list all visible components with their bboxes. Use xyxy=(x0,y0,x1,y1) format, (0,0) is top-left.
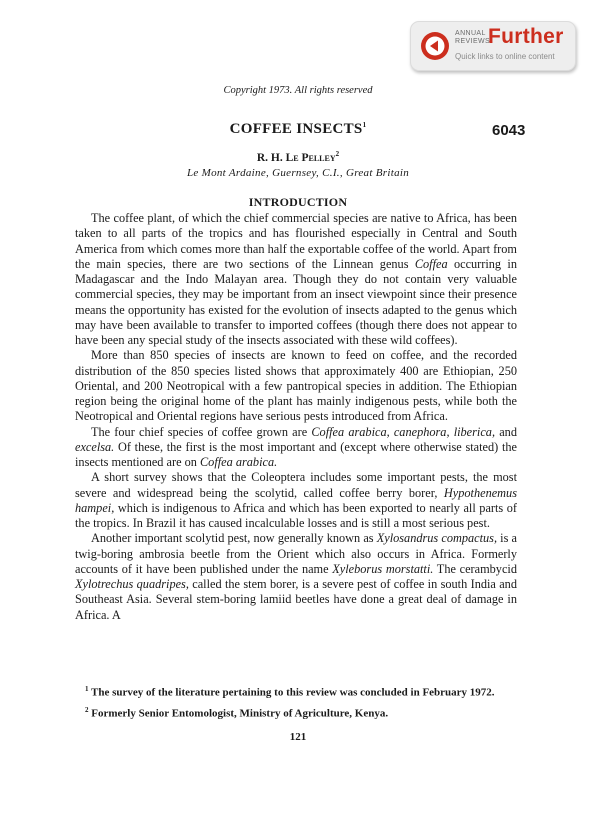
body-paragraph xyxy=(75,470,517,531)
body-paragraph xyxy=(75,531,517,623)
author-footnote-mark: 2 xyxy=(335,150,340,158)
text-run: Of these, the first is the most important and (except where otherwise stated) the insects mentioned are on xyxy=(75,439,517,469)
footnote xyxy=(75,703,517,722)
author-affiliation: Le Mont Ardaine, Guernsey, C.I., Great Britain xyxy=(186,167,410,179)
footnotes xyxy=(75,682,517,723)
text-run: and xyxy=(495,424,517,439)
text-run: The coffee plant, of which the chief commercial species are native to Africa, has been taken to all parts of the tropics and has flourished especially in Central and South America from which comes more than half the exportable coffee of the world. Apart from the main species, there are two sections of the Linnean genus xyxy=(75,211,517,271)
page-number: 121 xyxy=(289,731,307,743)
author-initials: R. H. xyxy=(256,151,283,164)
italic-text-run: Hypothenemus hampei, xyxy=(75,485,517,515)
section-heading: INTRODUCTION xyxy=(248,195,348,209)
badge-reviews-label: REVIEWS xyxy=(455,38,491,45)
footnote-mark: 2 xyxy=(85,705,89,714)
footnote-mark: 1 xyxy=(85,685,89,693)
arrow-left-circle-icon xyxy=(420,31,450,61)
text-run: The cerambycid xyxy=(433,561,517,576)
author-surname: Le Pelley xyxy=(285,151,336,164)
text-run: which is indigenous to Africa and which has been exported to nearly all parts of the tropics. In Brazil it has caused incalculable losses and is still a most serious pest. xyxy=(75,500,517,530)
italic-text-run: Xylosandrus compactus, xyxy=(376,531,498,546)
body-text xyxy=(75,211,517,623)
body-paragraph xyxy=(75,425,517,471)
footnote xyxy=(75,682,517,701)
italic-text-run: Coffea arabica. xyxy=(199,455,278,469)
text-run: More than 850 species of insects are known to feed on coffee, and the recorded distribution of the 850 species listed shows that approximately 400 are Ethiopian, 250 Oriental, and 200 Neotropical with a few pantropical species in addition. The Ethiopian region being the original home of the plant has mainly indigenous pests, while both the Neotropical and Oriental regions have serious pests introduced from Africa. xyxy=(75,348,517,424)
italic-text-run: Coffea xyxy=(414,256,448,271)
text-run: occurring in Madagascar and the Indo Malayan area. Though they do not contain very valuable commercial species, they may be important from an insect viewpoint since their presence means the opportunity has existed for the evolution of insects adapted to the genus which may have been available to transfer to imported coffees (though there does not appear to have been any special study of the insects associated with these wild coffees). xyxy=(75,256,517,347)
badge-annual-label: ANNUAL xyxy=(455,30,486,37)
badge-further-label: Further xyxy=(488,25,564,48)
italic-text-run: Xylotrechus quadripes, xyxy=(75,577,189,591)
article-title-text: COFFEE INSECTS xyxy=(229,121,363,137)
body-paragraph xyxy=(75,211,517,348)
further-badge[interactable] xyxy=(410,21,576,71)
italic-text-run: Xyleborus morstatti. xyxy=(332,561,434,576)
footnote-text: The survey of the literature pertaining to this review was concluded in February 1972. xyxy=(88,686,495,699)
italic-text-run: Coffea arabica, canephora, liberica, xyxy=(311,424,496,439)
text-run: is a twig-boring ambrosia beetle from the Orient which also occurs in Africa. Formerly accounts of it have been published under the name xyxy=(75,531,517,576)
text-run: A short survey shows that the Coleoptera includes some important pests, the most severe and widespread being the scolytid, called coffee berry borer, xyxy=(75,470,517,500)
author-line xyxy=(0,150,596,164)
text-run: called the stem borer, is a severe pest of coffee in south India and Southeast Asia. Several stem-boring lamiid beetles have done a great deal of damage in Africa. A xyxy=(75,577,517,622)
italic-text-run: excelsa. xyxy=(75,439,115,454)
text-run: The four chief species of coffee grown are xyxy=(91,424,312,439)
title-footnote-mark: 1 xyxy=(362,121,367,129)
article-code: 6043 xyxy=(492,122,526,139)
text-run: Another important scolytid pest, now generally known as xyxy=(91,531,377,546)
body-paragraph xyxy=(75,348,517,424)
footnote-text: Formerly Senior Entomologist, Ministry of Agriculture, Kenya. xyxy=(88,707,389,720)
badge-subtitle: Quick links to online content xyxy=(455,52,555,61)
copyright-notice: Copyright 1973. All rights reserved xyxy=(223,85,373,96)
